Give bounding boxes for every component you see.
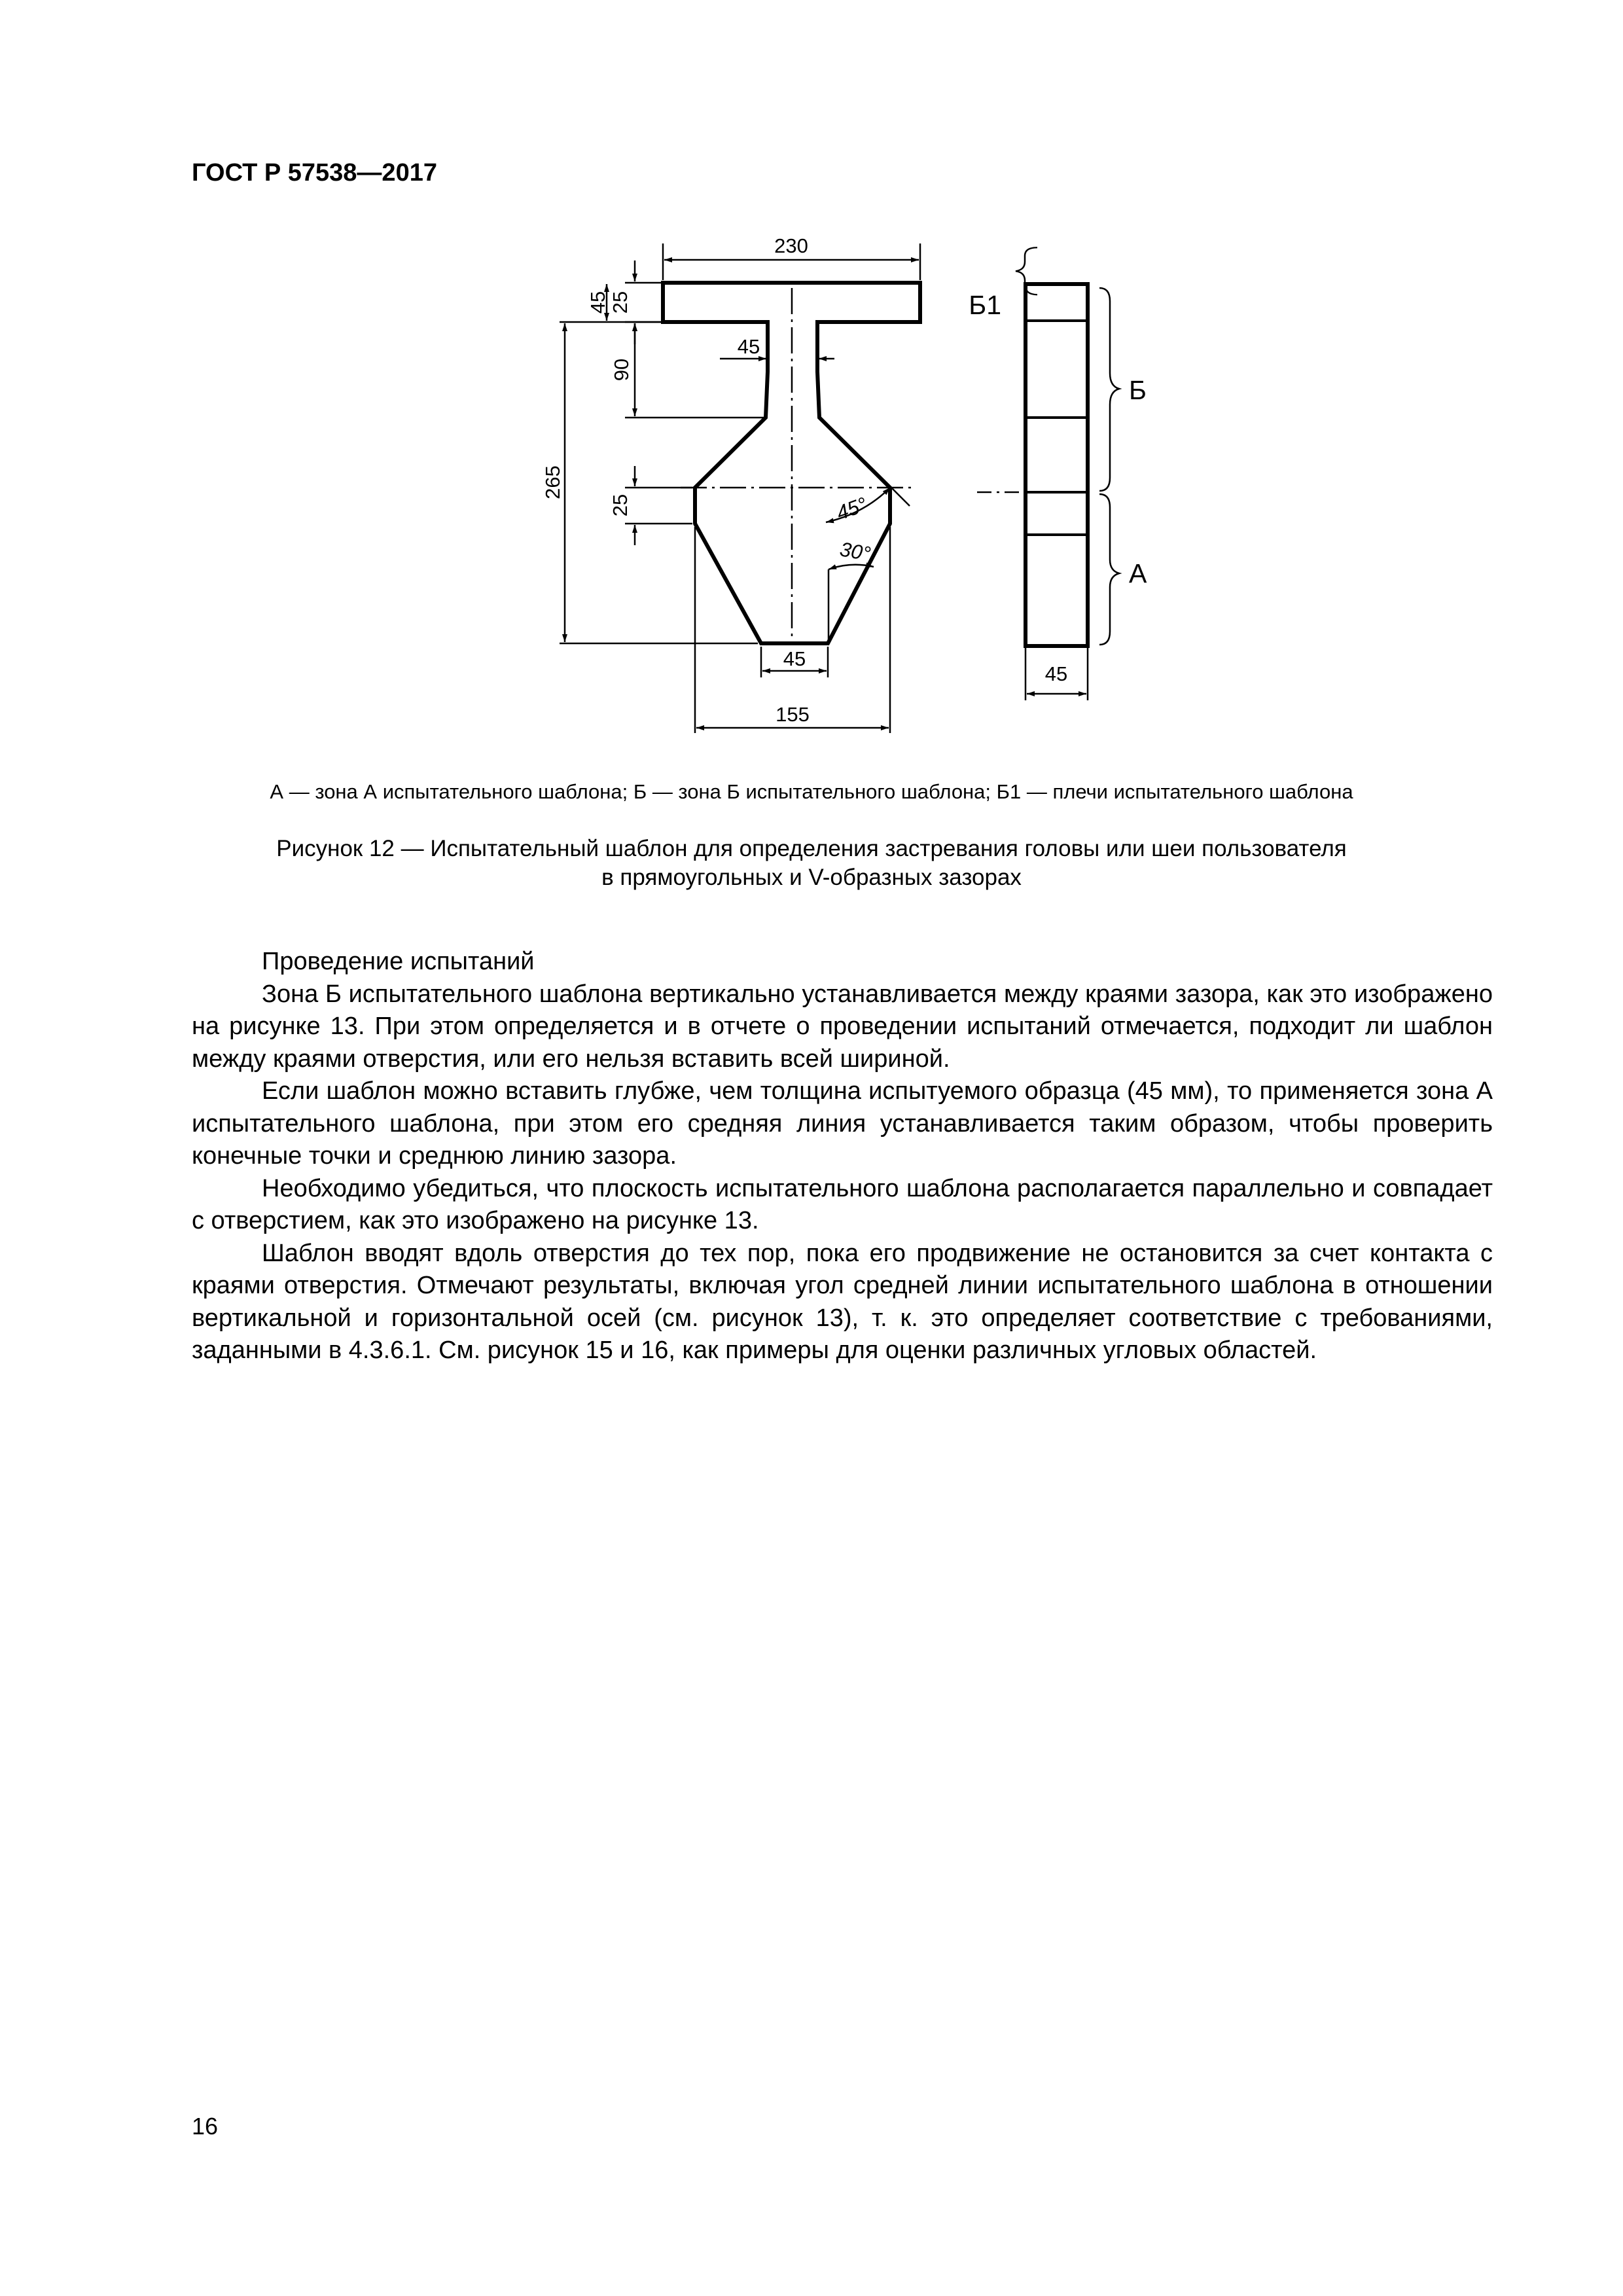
paragraph: Если шаблон можно вставить глубже, чем толщина испытуемого образца (45 мм), то применяется зона А испытательного шаблона, при этом его средняя линия устанавливается таким образом, чтобы проверить конечные точки и среднюю линию зазора. [192, 1077, 1493, 1170]
brace-b [1099, 288, 1119, 491]
dim-155-text: 155 [776, 703, 810, 726]
body-text [192, 946, 1493, 1367]
dim-90-text: 90 [610, 358, 633, 382]
figure-legend: А — зона А испытательного шаблона; Б — зона Б испытательного шаблона; Б1 — плечи испытательного шаблона [270, 780, 1353, 803]
dim-45-bottom-text: 45 [783, 647, 806, 670]
zone-label-a: А [1129, 558, 1147, 588]
brace-a [1099, 494, 1119, 645]
document-header: ГОСТ Р 57538—2017 [192, 159, 437, 187]
paragraph: Необходимо убедиться, что плоскость испытательного шаблона располагается параллельно и совпадает с отверстием, как это изображено на рисунке 13. [192, 1174, 1493, 1234]
paragraph: Зона Б испытательного шаблона вертикально устанавливается между краями зазора, как это изображено на рисунке 13. При этом определяется и в отчете о проведении испытаний отмечается, подходит ли шаблон между краями отверстия, или его нельзя вставить всей шириной. [192, 980, 1493, 1073]
dim-230-text: 230 [774, 234, 808, 257]
dim-45-top-text: 45 [586, 291, 609, 314]
section-subheading: Проведение испытаний [262, 948, 535, 975]
figure-caption [131, 834, 1492, 892]
caption-line-1: Рисунок 12 — Испытательный шаблон для определения застревания головы или шеи пользователя [276, 836, 1347, 861]
dim-45-side-text: 45 [1044, 662, 1068, 685]
zone-label-b1: Б1 [969, 290, 1001, 320]
dim-25-mid-text: 25 [609, 493, 632, 517]
paragraph: Шаблон вводят вдоль отверстия до тех пор, пока его продвижение не остановится за счет контакта с краями отверстия. Отмечают результаты, включая угол средней линии испытательного шаблона в отношении вертикальной и горизонтальной осей (см. рисунок 13), т. к. это определяет соответствие с требованиями, заданными в 4.3.6.1. См. рисунок 15 и 16, как примеры для оценки различных угловых областей. [192, 1239, 1493, 1364]
angle-30-text: 30° [838, 537, 872, 565]
angle-45-text: 45° [833, 492, 870, 525]
dim-265-text: 265 [541, 465, 564, 499]
dim-25-top-text: 25 [609, 291, 632, 314]
zone-label-b: Б [1129, 375, 1147, 405]
caption-line-2: в прямоугольных и V-образных зазорах [601, 865, 1022, 890]
page-number: 16 [192, 2113, 219, 2140]
test-template-drawing [0, 0, 1623, 772]
dim-45-neck-text: 45 [737, 335, 760, 358]
